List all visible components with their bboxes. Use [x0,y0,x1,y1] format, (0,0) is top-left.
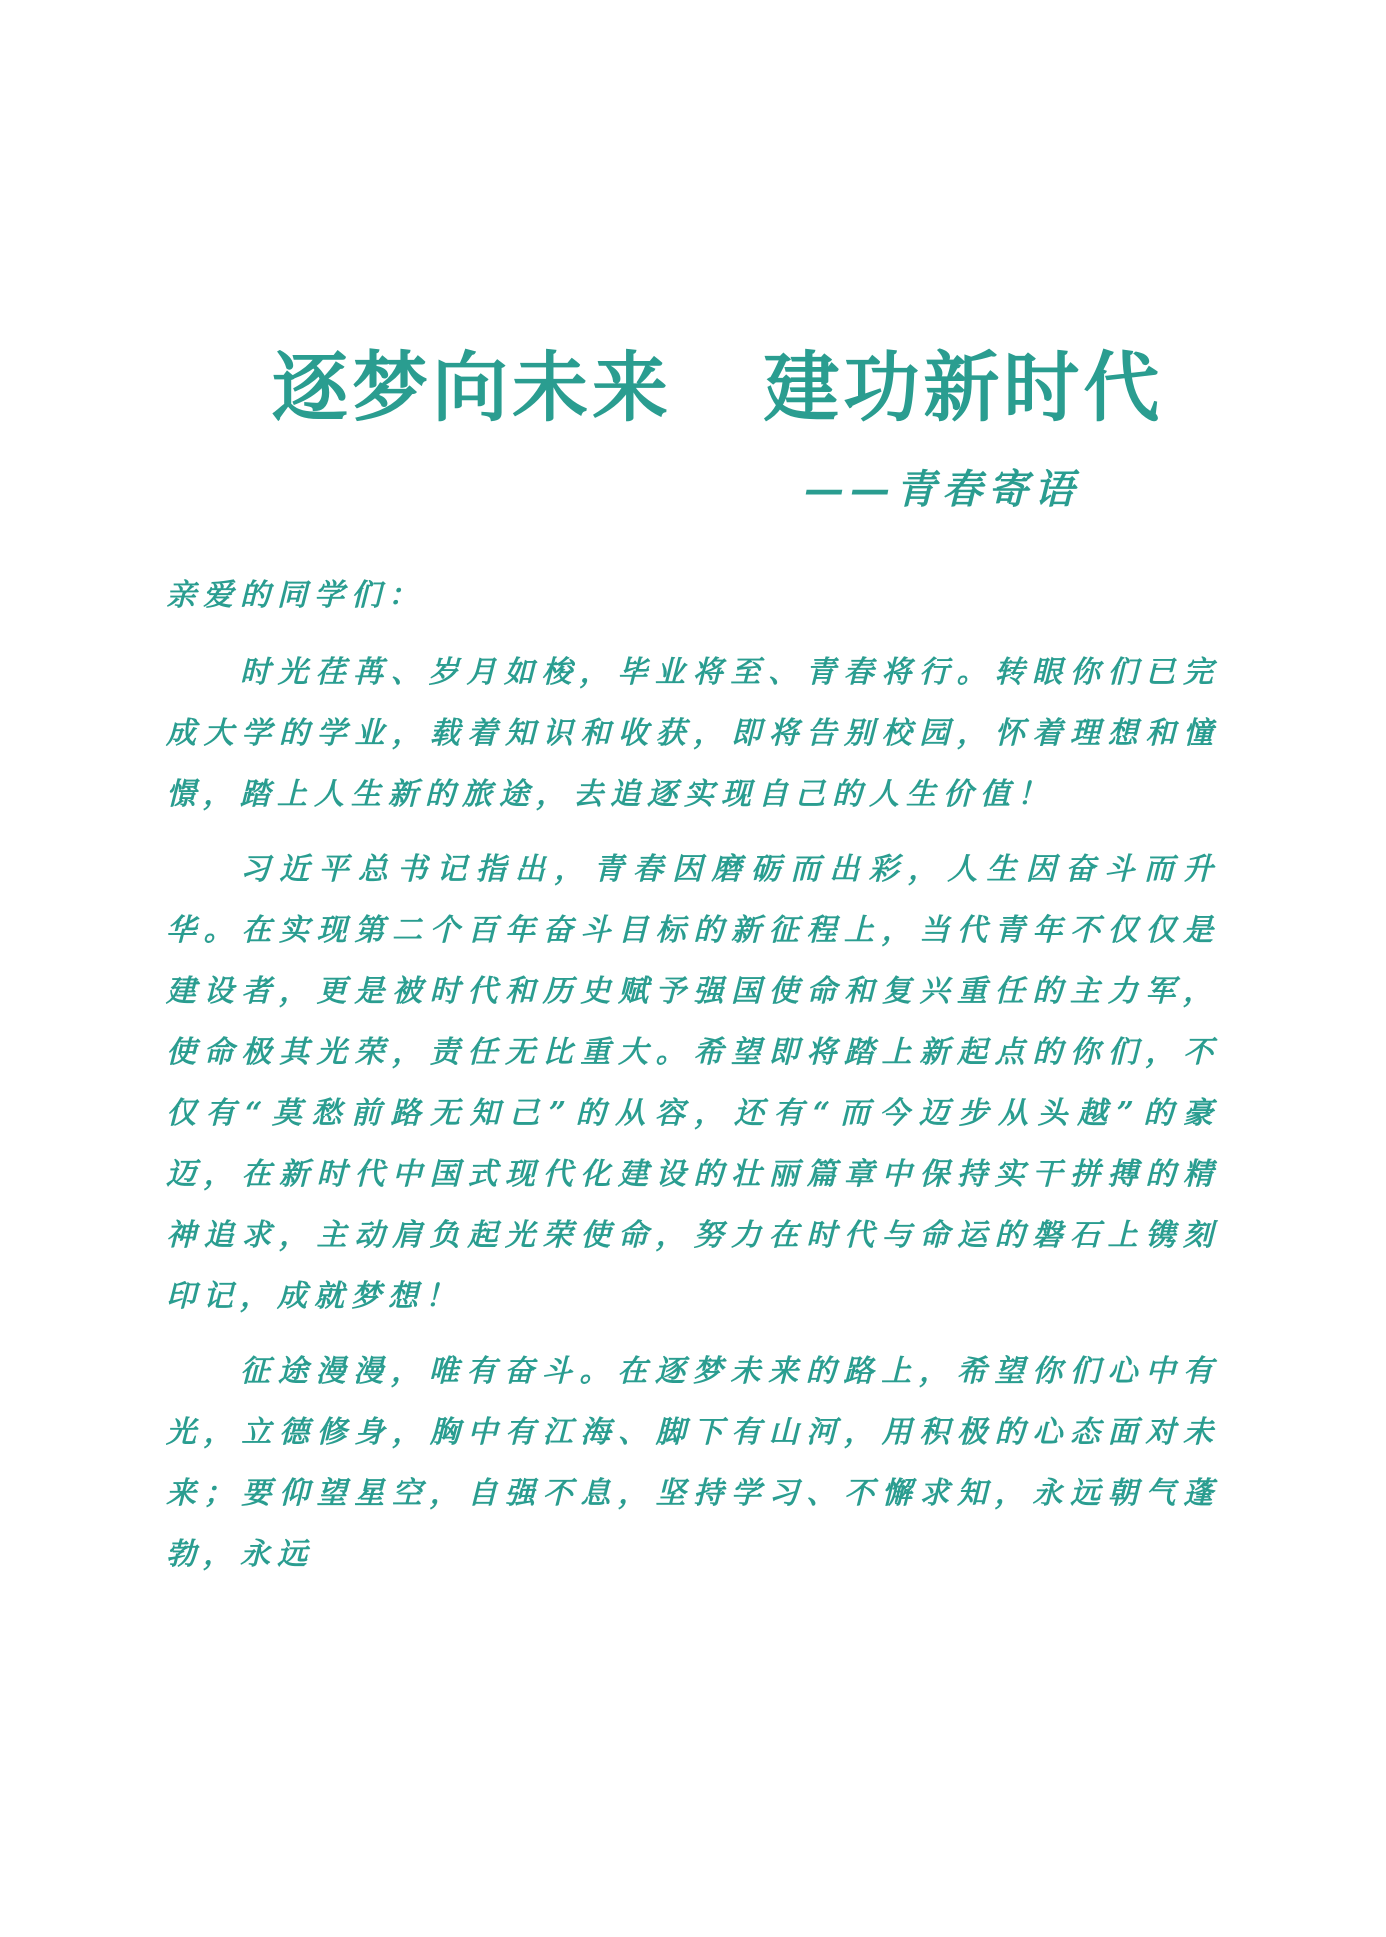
document-subtitle: ——青春寄语 [804,466,1080,513]
letter-body [166,566,1220,1599]
paragraph-2: 习近平总书记指出，青春因磨砺而出彩，人生因奋斗而升华。在实现第二个百年奋斗目标的新征程上，当代青年不仅仅是建设者，更是被时代和历史赋予强国使命和复兴重任的主力军，使命极其光荣，责任无比重大。希望即将踏上新起点的你们，不仅有“莫愁前路无知己”的从容，还有“而今迈步从头越”的豪迈，在新时代中国式现代化建设的壮丽篇章中保持实干拼搏的精神追求，主动肩负起光荣使命，努力在时代与命运的磐石上镌刻印记，成就梦想！ [166,852,1220,1314]
salutation: 亲爱的同学们： [166,578,425,613]
document-title: 逐梦向未来 建功新时代 [272,343,1164,432]
paragraph-1: 时光荏苒、岁月如梭，毕业将至、青春将行。转眼你们已完成大学的学业，载着知识和收获，即将告别校园，怀着理想和憧憬，踏上人生新的旅途，去追逐实现自己的人生价值！ [166,655,1220,812]
paragraph-3: 征途漫漫，唯有奋斗。在逐梦未来的路上，希望你们心中有光，立德修身，胸中有江海、脚下有山河，用积极的心态面对未来；要仰望星空，自强不息，坚持学习、不懈求知，永远朝气蓬勃，永远 [166,1354,1220,1572]
